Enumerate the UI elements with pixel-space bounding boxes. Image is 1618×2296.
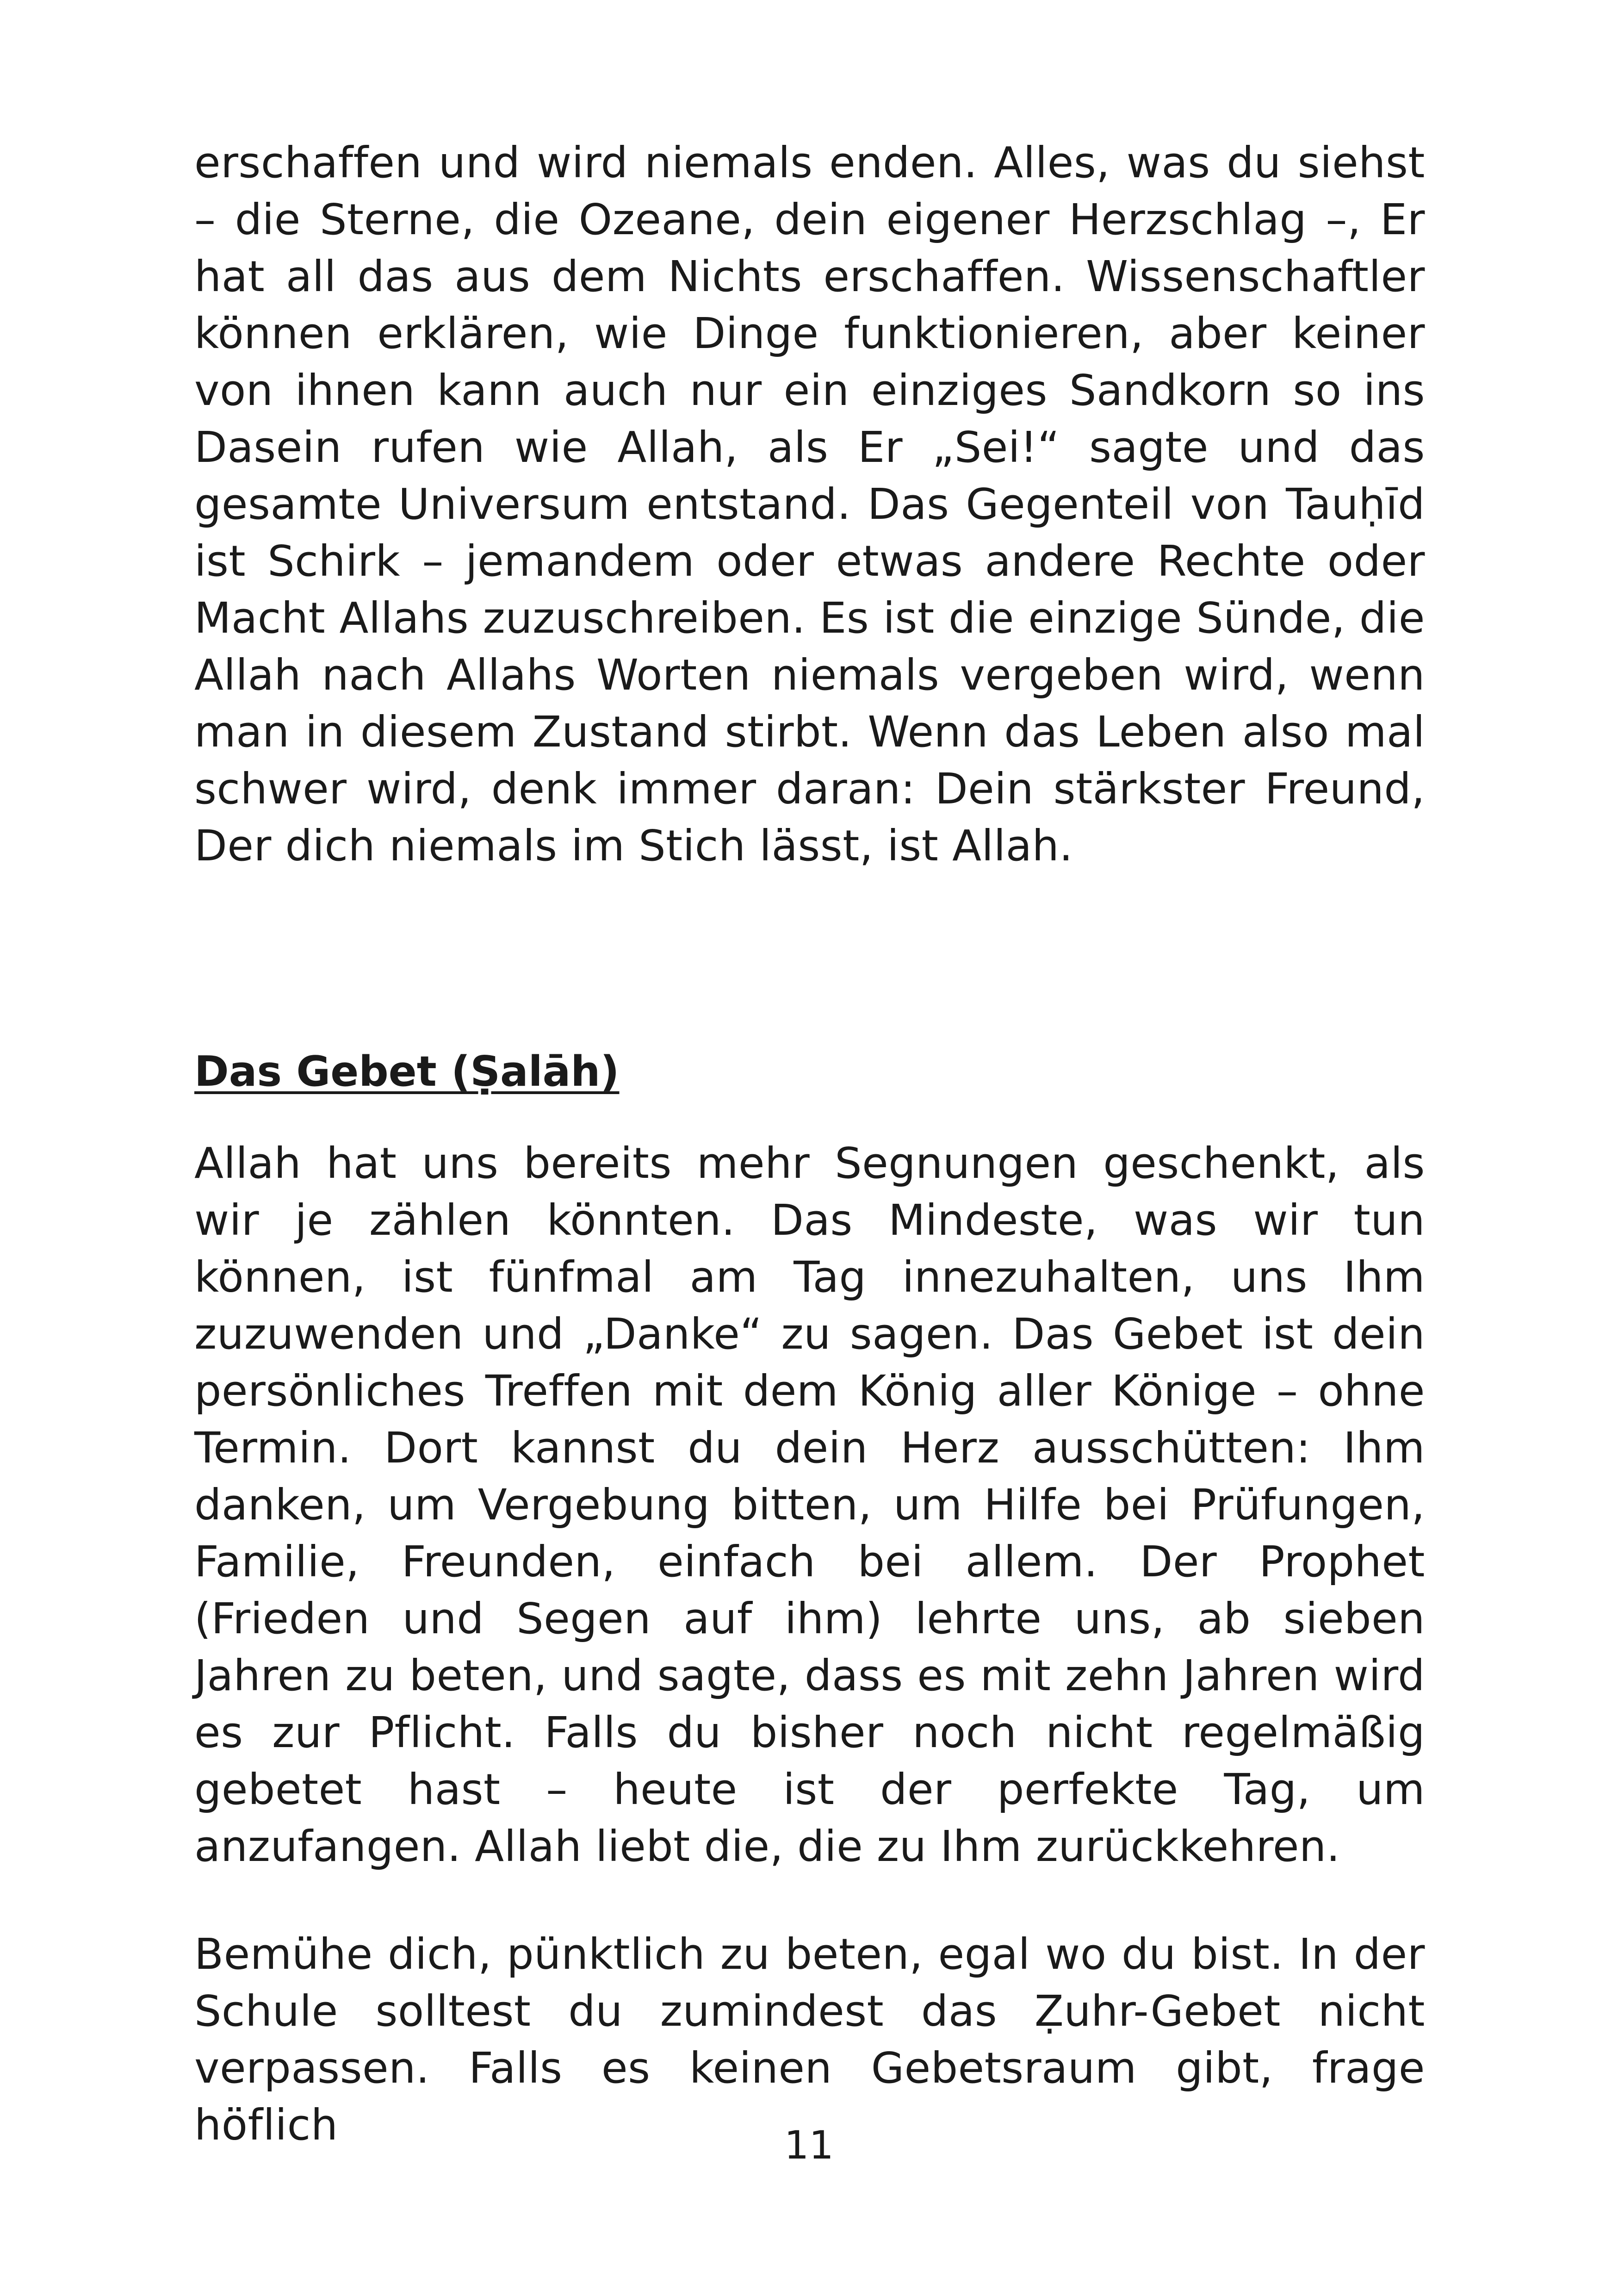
- body-paragraph-2: Allah hat uns bereits mehr Segnungen geschenkt, als wir je zählen könnten. Das Mindeste, was wir tun können, ist fünfmal am Tag innezuhalten, uns Ihm zuzuwenden und „Danke“ zu sagen. Das Gebet ist dein persönliches Treffen mit dem König aller Könige – ohne Termin. Dort kannst du dein Herz ausschütten: Ihm danken, um Vergebung bitten, um Hilfe bei Prüfungen, Familie, Freunden, einfach bei allem. Der Prophet (Frieden und Segen auf ihm) lehrte uns, ab sieben Jahren zu beten, und sagte, dass es mit zehn Jahren wird es zur Pflicht. Falls du bisher noch nicht regelmäßig gebetet hast – heute ist der perfekte Tag, um anzufangen. Allah liebt die, die zu Ihm zurückkehren.: [194, 1139, 1425, 1871]
- section-heading: Das Gebet (Ṣalāh): [194, 1047, 620, 1096]
- body-paragraph-3: Bemühe dich, pünktlich zu beten, egal wo du bist. In der Schule solltest du zumindest das Ẓuhr-Gebet nicht verpassen. Falls es keinen Gebetsraum gibt, frage höflich: [194, 1929, 1425, 2150]
- body-paragraph-1: erschaffen und wird niemals enden. Alles, was du siehst – die Sterne, die Ozeane, dein eigener Herzschlag –, Er hat all das aus dem Nichts erschaffen. Wissenschaftler können erklären, wie Dinge funktionieren, aber keiner von ihnen kann auch nur ein einziges Sandkorn so ins Dasein rufen wie Allah, als Er „Sei!“ sagte und das gesamte Universum entstand. Das Gegenteil von Tauḥīd ist Schirk – jemandem oder etwas andere Rechte oder Macht Allahs zuzuschreiben. Es ist die einzige Sünde, die Allah nach Allahs Worten niemals vergeben wird, wenn man in diesem Zustand stirbt. Wenn das Leben also mal schwer wird, denk immer daran: Dein stärkster Freund, Der dich niemals im Stich lässt, ist Allah.: [194, 138, 1425, 871]
- page-number: 11: [784, 2122, 834, 2168]
- page-body: [194, 134, 1425, 2153]
